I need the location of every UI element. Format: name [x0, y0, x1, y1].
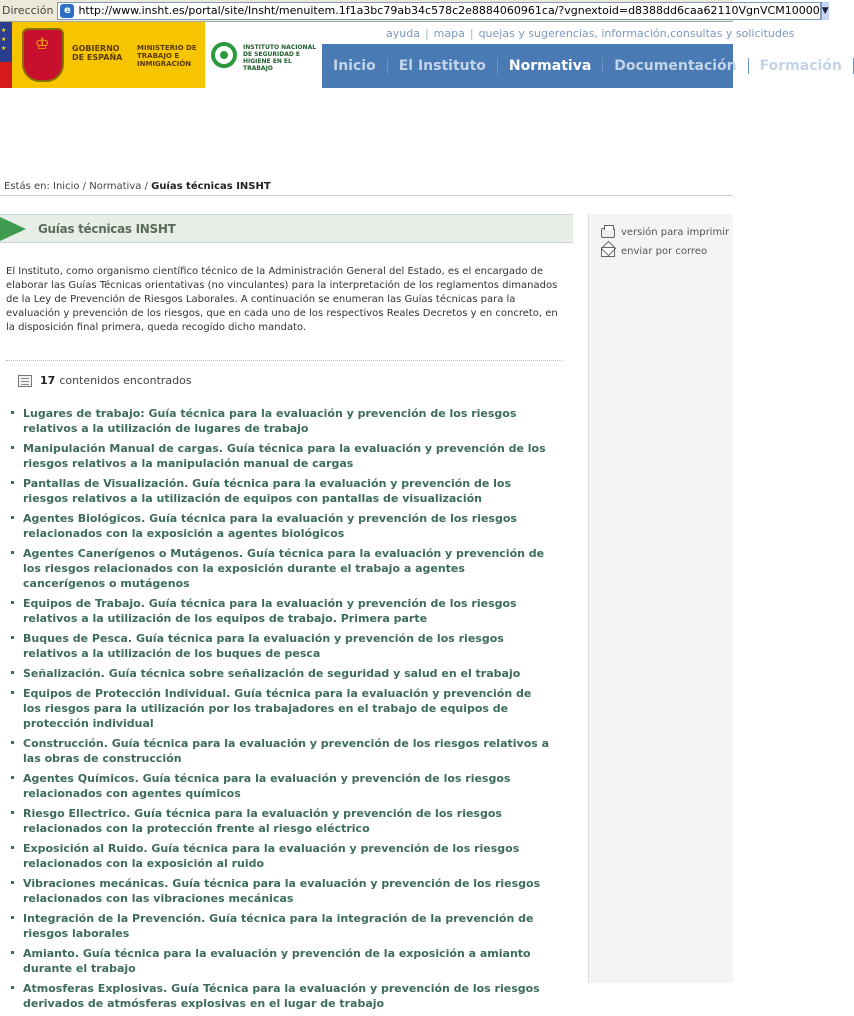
document-list-icon: [18, 375, 32, 387]
result-link[interactable]: Agentes Canerígenos o Mutágenos. Guía técnica para la evaluación y prevención de los riesgos relacionados con la exposición durante el trabajo a agentes cancerígenos o mutágenos: [10, 546, 550, 591]
nav-tab-formacion[interactable]: Formación: [749, 58, 854, 74]
gobierno-logo[interactable]: [12, 22, 205, 88]
breadcrumb-section[interactable]: Normativa: [89, 181, 142, 192]
email-link[interactable]: [601, 246, 707, 257]
result-link[interactable]: Construcción. Guía técnica para la evaluación y prevención de los riesgos relativos a las obras de construcción: [10, 736, 550, 766]
result-link[interactable]: Vibraciones mecánicas. Guía técnica para la evaluación y prevención de los riesgos relacionados con las vibraciones mecánicas: [10, 876, 550, 906]
separator: |: [424, 26, 429, 40]
nav-tab-documentacion[interactable]: Documentación: [603, 58, 748, 74]
results-count: [18, 374, 192, 387]
utility-links: [322, 22, 795, 44]
breadcrumb-divider: [0, 195, 733, 196]
url-text: http://www.insht.es/portal/site/Insht/menuitem.1f1a3bc79ab34c578c2e8884060961ca/?vgnextoid=d8388dd6caa62110VgnVCM10000: [78, 4, 820, 17]
print-link[interactable]: [601, 227, 729, 238]
eu-flag-icon: [0, 22, 12, 88]
nav-tab-inicio[interactable]: Inicio: [322, 58, 388, 74]
result-link[interactable]: Equipos de Trabajo. Guía técnica para la evaluación y prevención de los riesgos relativos a la utilización de los equipos de trabajo. Primera parte: [10, 596, 550, 626]
result-link[interactable]: Buques de Pesca. Guía técnica para la evaluación y prevención de los riesgos relativos a la utilización de los buques de pesca: [10, 631, 550, 661]
breadcrumb-home[interactable]: Inicio: [53, 181, 80, 192]
results-count-number: 17: [40, 374, 56, 387]
email-label: enviar por correo: [621, 246, 708, 257]
breadcrumb-prefix: Estás en:: [4, 181, 50, 192]
address-label: Dirección: [2, 4, 54, 17]
result-link[interactable]: Equipos de Protección Individual. Guía técnica para la evaluación y prevención de los riesgos para la utilización por los trabajadores en el trabajo de equipos de protección individual: [10, 686, 550, 731]
result-link[interactable]: Atmosferas Explosivas. Guía Técnica para la evaluación y prevención de los riesgos derivados de atmósferas explosivas en el lugar de trabajo: [10, 981, 550, 1011]
result-link[interactable]: Pantallas de Visualización. Guía técnica para la evaluación y prevención de los riesgos relativos a la utilización de equipos con pantallas de visualización: [10, 476, 550, 506]
insht-logo[interactable]: [205, 22, 322, 88]
separator: |: [469, 26, 474, 40]
intro-paragraph: El Instituto, como organismo científico técnico de la Administración General del Estado, es el encargado de elaborar las Guías Técnicas orientativas (no vinculantes) para la interpretación de los reglamentos dimanados de la Ley de Prevención de Riesgos Laborales. A continuación se enumeran las Guías técnicas para la evaluación y prevención de los riesgos, que en cada uno de los respectivos Reales Decretos y en concreto, en la disposición final primera, queda recogido dicho mandato.: [6, 266, 558, 333]
insht-emblem-icon: [211, 42, 237, 68]
url-dropdown-chevron-down-icon[interactable]: ▼: [821, 2, 829, 20]
envelope-icon: [601, 247, 615, 257]
results-list: [10, 406, 550, 1016]
results-count-label: contenidos encontrados: [59, 374, 192, 387]
nav-area: [322, 22, 842, 88]
result-link[interactable]: Integración de la Prevención. Guía técnica para la integración de la prevención de riesgos laborales: [10, 911, 550, 941]
nav-tab-normativa[interactable]: Normativa: [498, 58, 603, 74]
util-link-quejas[interactable]: quejas y sugerencias, información,consultas y solicitudes: [478, 26, 795, 40]
result-link[interactable]: Riesgo Ellectrico. Guía técnica para la evaluación y prevención de los riesgos relacionados con la protección frente al riesgo eléctrico: [10, 806, 550, 836]
result-link[interactable]: Señalización. Guía técnica sobre señalización de seguridad y salud en el trabajo: [10, 666, 550, 681]
result-link[interactable]: Amianto. Guía técnica para la evaluación y prevención de la exposición a amianto durante el trabajo: [10, 946, 550, 976]
page-title: Guías técnicas INSHT: [38, 222, 176, 236]
ministerio-text: MINISTERIO DE TRABAJO E INMIGRACIÓN: [137, 44, 197, 68]
insht-text: INSTITUTO NACIONAL DE SEGURIDAD E HIGIENE EN EL TRABAJO: [243, 44, 317, 72]
result-link[interactable]: Manipulación Manual de cargas. Guía técnica para la evaluación y prevención de los riesgos relativos a la manipulación manual de cargas: [10, 441, 550, 471]
nav-tab-el-instituto[interactable]: El Instituto: [388, 58, 498, 74]
util-link-mapa[interactable]: mapa: [433, 26, 465, 40]
address-bar: [0, 0, 829, 22]
breadcrumb-current: Guías técnicas INSHT: [151, 181, 271, 192]
print-label: versión para imprimir: [621, 227, 730, 238]
result-link[interactable]: Agentes Biológicos. Guía técnica para la evaluación y prevención de los riesgos relacionados con la exposición a agentes biológicos: [10, 511, 550, 541]
result-link[interactable]: Exposición al Ruido. Guía técnica para la evaluación y prevención de los riesgos relacionados con la exposición al ruido: [10, 841, 550, 871]
coat-of-arms-icon: [22, 28, 64, 82]
main-nav: [322, 44, 842, 88]
ie-page-icon: e: [60, 4, 74, 18]
util-link-ayuda[interactable]: ayuda: [386, 26, 420, 40]
breadcrumb: Estás en: Inicio / Normativa / Guías técnicas INSHT: [4, 181, 271, 192]
result-link[interactable]: Agentes Químicos. Guía técnica para la evaluación y prevención de los riesgos relacionados con agentes químicos: [10, 771, 550, 801]
url-input[interactable]: [57, 2, 820, 20]
page-title-bar: [0, 214, 573, 243]
content-divider: [6, 360, 562, 362]
site-header: [0, 22, 842, 88]
gobierno-text: GOBIERNO DE ESPAÑA: [72, 44, 123, 62]
right-sidebar: [588, 214, 733, 983]
printer-icon: [601, 228, 615, 238]
result-link[interactable]: Lugares de trabajo: Guía técnica para la evaluación y prevención de los riesgos relativos a la utilización de lugares de trabajo: [10, 406, 550, 436]
